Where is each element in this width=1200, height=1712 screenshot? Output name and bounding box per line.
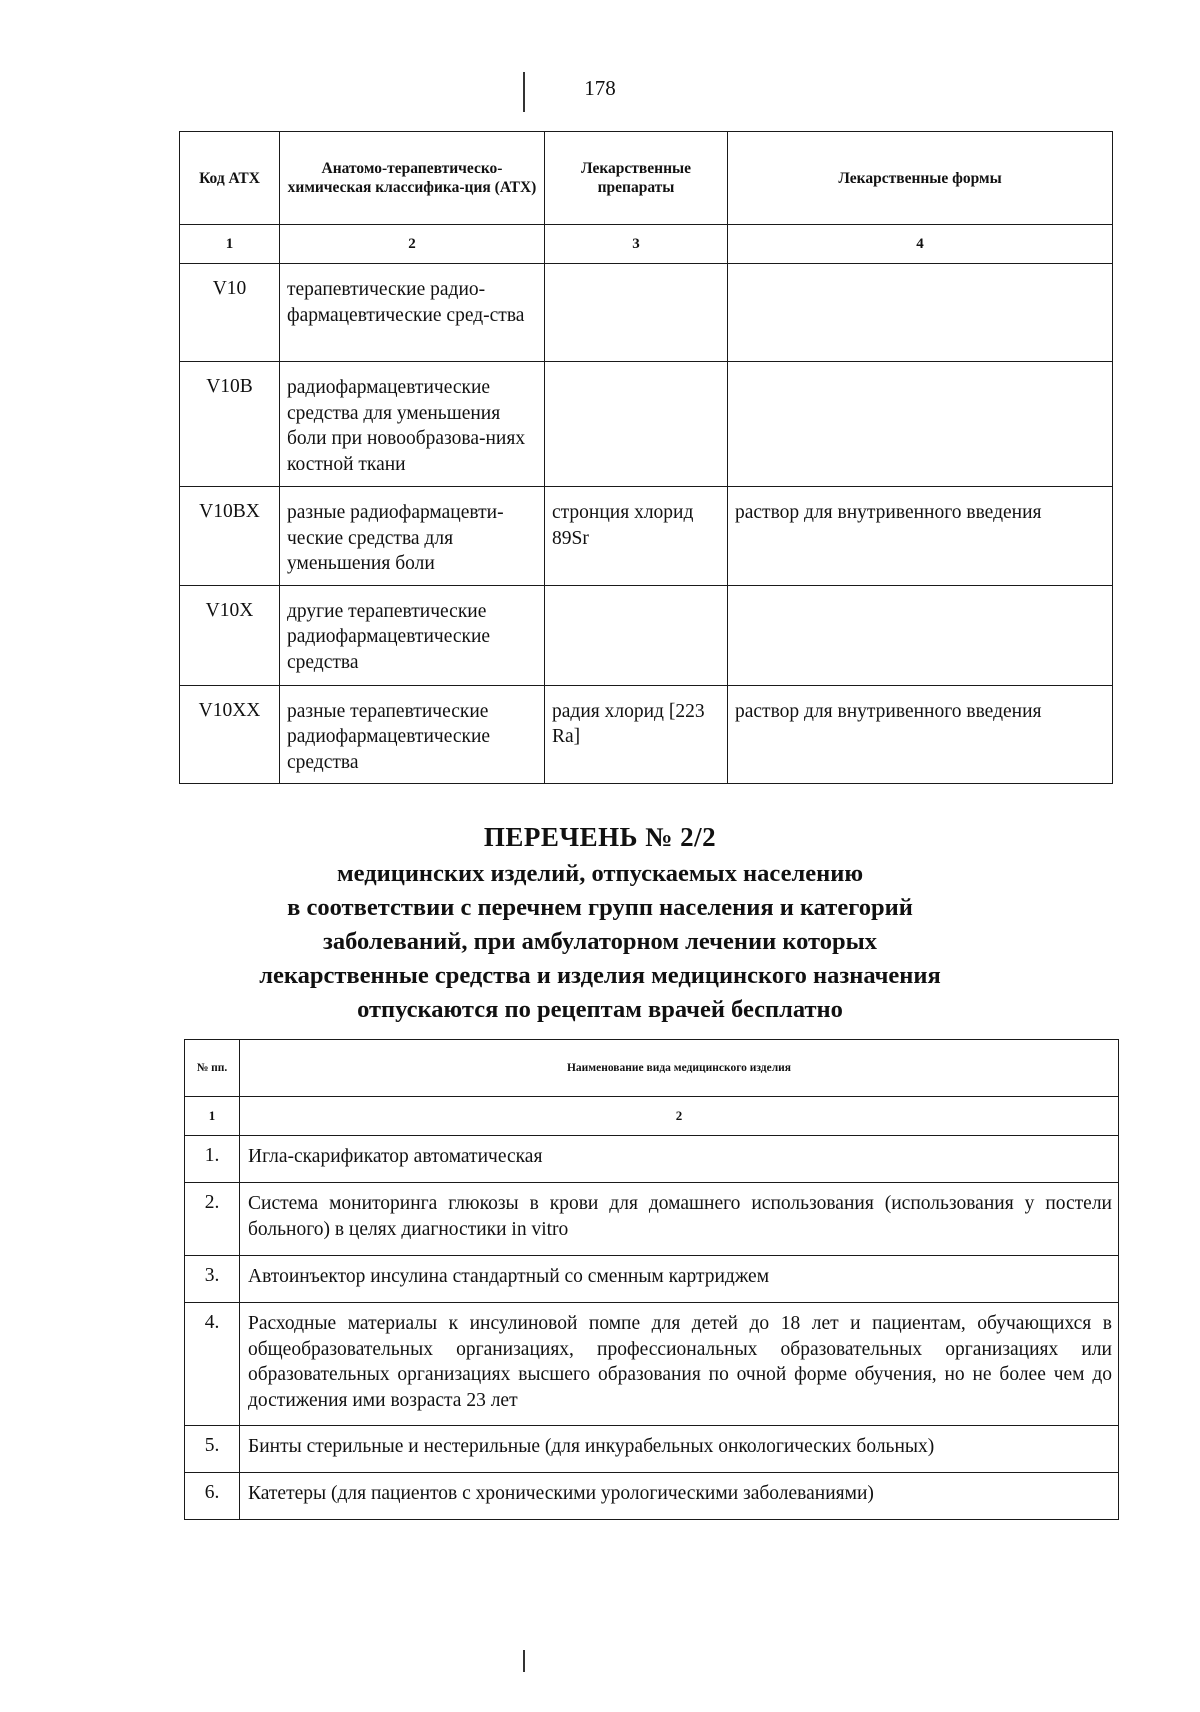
device-name: Автоинъектор инсулина стандартный со сменным картриджем (240, 1256, 1119, 1303)
table-row (185, 1426, 1119, 1473)
header-dosage-forms: Лекарственные формы (728, 132, 1113, 225)
dosage-form: раствор для внутривенного введения (728, 685, 1113, 784)
atx-classification: радиофармацевтические средства для уменьшения боли при новообразова-ниях костной ткани (280, 362, 545, 487)
item-number: 2. (185, 1183, 240, 1256)
item-number: 6. (185, 1473, 240, 1520)
dosage-form (728, 585, 1113, 685)
devices-column-numbers-row (185, 1097, 1119, 1136)
atx-code: V10BX (180, 487, 280, 586)
table-row (185, 1136, 1119, 1183)
header-item-number: № пп. (185, 1040, 240, 1097)
list-subtitle-line: медицинских изделий, отпускаемых населению (336, 860, 864, 887)
atx-classification: разные радиофармацевти-ческие средства для уменьшения боли (280, 487, 545, 586)
device-name: Система мониторинга глюкозы в крови для домашнего использования (использования у постели больного) в целях диагностики in vitro (240, 1183, 1119, 1256)
item-number: 5. (185, 1426, 240, 1473)
table-row (180, 362, 1113, 487)
table-row (180, 487, 1113, 586)
atx-table (179, 131, 1113, 784)
scan-mark-bottom (523, 1650, 525, 1672)
atx-classification: другие терапевтические радиофармацевтические средства (280, 585, 545, 685)
item-number: 4. (185, 1303, 240, 1426)
table-row (180, 685, 1113, 784)
list-subtitle-line: отпускаются по рецептам врачей бесплатно (357, 996, 843, 1023)
table-row (185, 1183, 1119, 1256)
item-number: 1. (185, 1136, 240, 1183)
drug-name (545, 264, 728, 362)
drug-name: стронция хлорид 89Sr (545, 487, 728, 586)
list-title: ПЕРЕЧЕНЬ № 2/2 (483, 822, 717, 852)
table-row (185, 1473, 1119, 1520)
header-device-name: Наименование вида медицинского изделия (240, 1040, 1119, 1097)
table-row (185, 1303, 1119, 1426)
scan-mark-top (523, 72, 525, 112)
devices-table (184, 1039, 1119, 1520)
column-number: 2 (240, 1097, 1119, 1136)
dosage-form (728, 362, 1113, 487)
atx-code: V10X (180, 585, 280, 685)
device-name: Катетеры (для пациентов с хроническими урологическими заболеваниями) (240, 1473, 1119, 1520)
list-subtitle-line: в соответствии с перечнем групп населения и категорий (287, 894, 913, 921)
dosage-form (728, 264, 1113, 362)
atx-classification: терапевтические радио-фармацевтические сред-ства (280, 264, 545, 362)
atx-header-row (180, 132, 1113, 225)
item-number: 3. (185, 1256, 240, 1303)
list-subtitle-line: лекарственные средства и изделия медицинского назначения (259, 962, 941, 989)
column-number: 3 (545, 225, 728, 264)
column-number: 2 (280, 225, 545, 264)
table-row (185, 1256, 1119, 1303)
column-number: 4 (728, 225, 1113, 264)
atx-code: V10 (180, 264, 280, 362)
atx-code: V10XX (180, 685, 280, 784)
table-row (180, 585, 1113, 685)
atx-column-numbers-row (180, 225, 1113, 264)
atx-classification: разные терапевтические радиофармацевтические средства (280, 685, 545, 784)
table-row (180, 264, 1113, 362)
header-atx-code: Код АТХ (180, 132, 280, 225)
atx-code: V10B (180, 362, 280, 487)
device-name: Игла-скарификатор автоматическая (240, 1136, 1119, 1183)
dosage-form: раствор для внутривенного введения (728, 487, 1113, 586)
device-name: Расходные материалы к инсулиновой помпе для детей до 18 лет и пациентам, обучающихся в общеобразовательных организациях, профессиональных образовательных организациях или образовательных организациях высшего образования по очной форме обучения, но не более чем до достижения ими возраста 23 лет (240, 1303, 1119, 1426)
column-number: 1 (180, 225, 280, 264)
column-number: 1 (185, 1097, 240, 1136)
header-drugs: Лекарственные препараты (545, 132, 728, 225)
drug-name (545, 585, 728, 685)
device-name: Бинты стерильные и нестерильные (для инкурабельных онкологических больных) (240, 1426, 1119, 1473)
header-atx-classification: Анатомо-терапевтическо-химическая классифика-ция (АТХ) (280, 132, 545, 225)
drug-name (545, 362, 728, 487)
devices-header-row (185, 1040, 1119, 1097)
page-number: 178 (584, 76, 616, 100)
list-subtitle-line: заболеваний, при амбулаторном лечении которых (322, 928, 878, 955)
drug-name: радия хлорид [223 Ra] (545, 685, 728, 784)
